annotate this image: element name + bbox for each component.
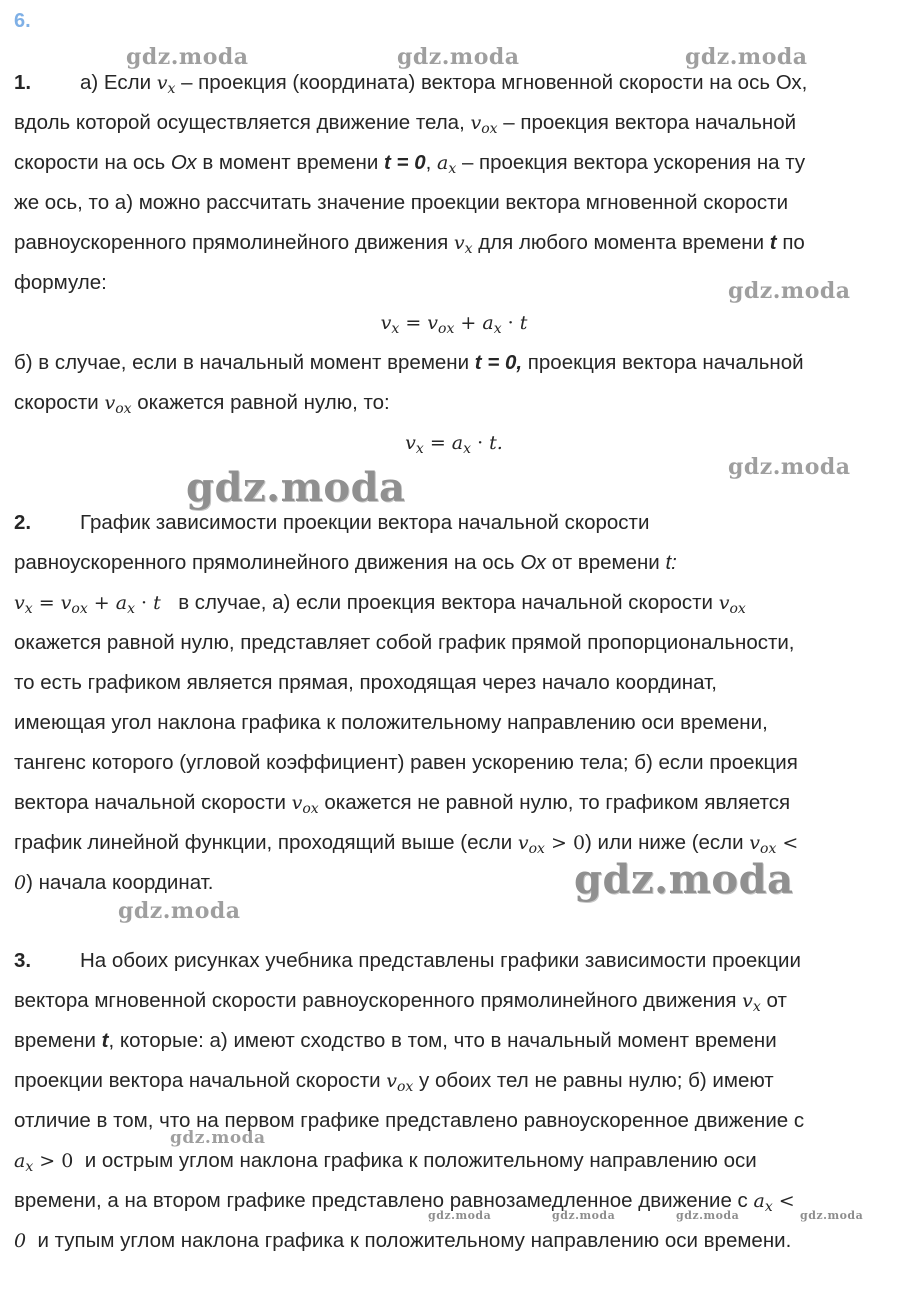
text-line: график линейной функции, проходящий выше (если $v_{ox} > 0$) или ниже (если $v_{ox}$ <	[14, 831, 799, 857]
text-line: 1. а) Если $v_x$ – проекция (координата) вектора мгновенной скорости на ось Ох,	[14, 71, 808, 97]
text-line: скорости $v_{ox}$ окажется равной нулю, то:	[14, 391, 390, 417]
watermark: gdz.moda	[186, 464, 406, 511]
text-line: 0 и тупым углом наклона графика к положительному направлению оси времени.	[14, 1229, 792, 1252]
text-line: времени, а на втором графике представлено равнозамедленное движение с $a_x$ <	[14, 1189, 795, 1215]
item-number: 2.	[14, 511, 32, 534]
text-line: вдоль которой осуществляется движение тела, $v_{ox}$ – проекция вектора начальной	[14, 111, 797, 137]
text-line: отличие в том, что на первом графике представлено равноускоренное движение с	[14, 1109, 805, 1132]
text-line: же ось, то а) можно рассчитать значение проекции вектора мгновенной скорости	[14, 191, 789, 214]
text-line: 3. На обоих рисунках учебника представлены графики зависимости проекции	[14, 949, 801, 972]
formula-vox: $v_{ox}$	[386, 1070, 414, 1095]
text-line: равноускоренного прямолинейного движения $v_x$ для любого момента времени t по	[14, 231, 805, 257]
formula-vx: $v_x$	[156, 72, 176, 97]
watermark: gdz.moda	[800, 1209, 864, 1222]
text-line: вектора начальной скорости $v_{ox}$ окажется не равной нулю, то графиком является	[14, 791, 791, 817]
text-line: вектора мгновенной скорости равноускоренного прямолинейного движения $v_x$ от	[14, 989, 787, 1015]
text-line: формуле:	[14, 271, 107, 294]
text-line: равноускоренного прямолинейного движения на ось Ох от времени t:	[14, 551, 677, 574]
text-line: проекции вектора начальной скорости $v_{ox}$ у обоих тел не равны нулю; б) имеют	[14, 1069, 774, 1095]
text-line: 0) начала координат.	[14, 871, 214, 894]
text-line: б) в случае, если в начальный момент времени t = 0, проекция вектора начальной	[14, 351, 804, 374]
formula-vox-negative: $v_{ox}$ <	[749, 832, 799, 857]
item-number: 1.	[14, 71, 32, 94]
watermark: gdz.moda	[118, 898, 241, 924]
formula-vox: $v_{ox}$	[104, 392, 132, 417]
formula-vox: $v_{ox}$	[470, 112, 498, 137]
text-line: тангенс которого (угловой коэффициент) равен ускорению тела; б) если проекция	[14, 751, 798, 774]
formula-ax: $a_x$	[437, 152, 457, 177]
task-number: 6.	[14, 10, 31, 32]
formula-ax-negative: $a_x$ <	[753, 1190, 795, 1215]
text-line: то есть графиком является прямая, проходящая через начало координат,	[14, 671, 717, 694]
watermark: gdz.moda	[428, 1209, 492, 1222]
formula-vox-positive: $v_{ox} > 0$	[517, 832, 586, 857]
formula-vx: $v_x$	[742, 990, 761, 1015]
item-number: 3.	[14, 949, 32, 972]
watermark: gdz.moda	[170, 1128, 266, 1148]
text-line: времени t, которые: а) имеют сходство в том, что в начальный момент времени	[14, 1029, 777, 1052]
formula-vox: $v_{ox}$	[718, 592, 746, 617]
formula-vox: $v_{ox}$	[291, 792, 319, 817]
watermark: gdz.moda	[728, 454, 851, 480]
text-line: $a_x > 0$ и острым углом наклона графика к положительному направлению оси	[14, 1149, 757, 1175]
text-line: скорости на ось Ох в момент времени t = 0, $a_x$ – проекция вектора ускорения на ту	[14, 151, 806, 177]
watermark: gdz.moda	[126, 44, 249, 70]
formula-velocity-equation: $v_x = v_{ox} + a_x \cdot t$	[380, 312, 528, 337]
watermark: gdz.moda	[574, 856, 794, 903]
watermark: gdz.moda	[552, 1209, 616, 1222]
formula-vx: $v_x$	[453, 232, 473, 257]
text-line: имеющая угол наклона графика к положительному направлению оси времени,	[14, 711, 768, 734]
text-line: окажется равной нулю, представляет собой график прямой пропорциональности,	[14, 631, 795, 654]
watermark: gdz.moda	[397, 44, 520, 70]
watermark: gdz.moda	[676, 1209, 740, 1222]
text-line: $v_x = v_{ox} + a_x \cdot t$ в случае, а) если проекция вектора начальной скорости $v_{ox}$	[14, 591, 746, 617]
formula-velocity-zero-start: $v_x = a_x \cdot t$.	[405, 432, 503, 457]
text-line: 2. График зависимости проекции вектора начальной скорости	[14, 511, 650, 534]
watermark: gdz.moda	[685, 44, 808, 70]
formula-velocity-equation: $v_x = v_{ox} + a_x \cdot t$	[14, 592, 161, 617]
formula-ax-positive: $a_x > 0$	[14, 1150, 74, 1175]
watermark: gdz.moda	[728, 278, 851, 304]
